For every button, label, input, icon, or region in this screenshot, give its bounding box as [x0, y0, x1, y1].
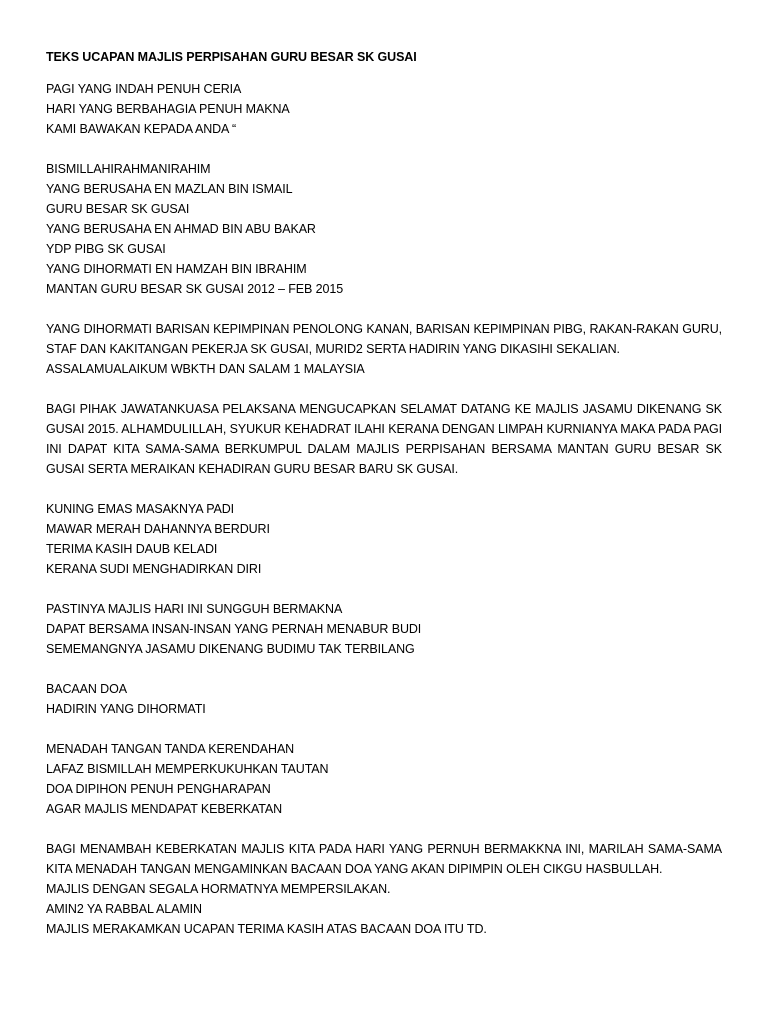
- salutations: [46, 159, 722, 299]
- salutation-line: GURU BESAR SK GUSAI: [46, 202, 190, 216]
- welcome-section: [46, 399, 722, 479]
- salutation-line: MANTAN GURU BESAR SK GUSAI 2012 – FEB 2015: [46, 282, 344, 296]
- document-page: [46, 47, 722, 959]
- verse-line: AGAR MAJLIS MENDAPAT KEBERKATAN: [46, 802, 283, 816]
- section-line: HADIRIN YANG DIHORMATI: [46, 702, 206, 716]
- salutation-line: BISMILLAHIRAHMANIRAHIM: [46, 162, 211, 176]
- verse-line: MAWAR MERAH DAHANNYA BERDURI: [46, 522, 270, 536]
- verse-line: LAFAZ BISMILLAH MEMPERKUKUHKAN TAUTAN: [46, 762, 329, 776]
- closing-line: MAJLIS DENGAN SEGALA HORMATNYA MEMPERSILAKAN.: [46, 882, 391, 896]
- section-doa: [46, 679, 722, 719]
- verse-pantun-3: [46, 739, 722, 819]
- salutation-line: YANG BERUSAHA EN MAZLAN BIN ISMAIL: [46, 182, 293, 196]
- doa-section: [46, 839, 722, 939]
- greeting-line: ASSALAMUALAIKUM WBKTH DAN SALAM 1 MALAYSIA: [46, 362, 365, 376]
- verse-line: DAPAT BERSAMA INSAN-INSAN YANG PERNAH MENABUR BUDI: [46, 622, 422, 636]
- verse-line: HARI YANG BERBAHAGIA PENUH MAKNA: [46, 102, 290, 116]
- verse-pantun-2: [46, 599, 722, 659]
- doa-paragraph: BAGI MENAMBAH KEBERKATAN MAJLIS KITA PADA HARI YANG PERNUH BERMAKKNA INI, MARILAH SAMA-SAMA KITA MENADAH TANGAN MENGAMINKAN BACAAN DOA YANG AKAN DIPIMPIN OLEH CIKGU HASBULLAH.: [46, 842, 722, 876]
- verse-line: MENADAH TANGAN TANDA KERENDAHAN: [46, 742, 295, 756]
- welcome-paragraph: BAGI PIHAK JAWATANKUASA PELAKSANA MENGUCAPKAN SELAMAT DATANG KE MAJLIS JASAMU DIKENANG SK GUSAI 2015. ALHAMDULILLAH, SYUKUR KEHADRAT ILAHI KERANA DENGAN LIMPAH KURNIANYA MAKA PADA PAGI INI DAPAT KITA SAMA-SAMA BERKUMPUL DALAM MAJLIS PERPISAHAN BERSAMA MANTAN GURU BESAR SK GUSAI SERTA MERAIKAN KEHADIRAN GURU BESAR BARU SK GUSAI.: [46, 402, 722, 476]
- salutation-line: YDP PIBG SK GUSAI: [46, 242, 166, 256]
- greeting-section: [46, 319, 722, 379]
- verse-line: PASTINYA MAJLIS HARI INI SUNGGUH BERMAKNA: [46, 602, 343, 616]
- closing-line: MAJLIS MERAKAMKAN UCAPAN TERIMA KASIH ATAS BACAAN DOA ITU TD.: [46, 922, 487, 936]
- verse-line: KUNING EMAS MASAKNYA PADI: [46, 502, 235, 516]
- verse-line: PAGI YANG INDAH PENUH CERIA: [46, 82, 242, 96]
- verse-pantun-1: [46, 499, 722, 579]
- salutation-line: YANG DIHORMATI EN HAMZAH BIN IBRAHIM: [46, 262, 307, 276]
- greeting-paragraph: YANG DIHORMATI BARISAN KEPIMPINAN PENOLONG KANAN, BARISAN KEPIMPINAN PIBG, RAKAN-RAKAN GURU, STAF DAN KAKITANGAN PEKERJA SK GUSAI, MURID2 SERTA HADIRIN YANG DIKASIHI SEKALIAN.: [46, 322, 722, 356]
- salutation-line: YANG BERUSAHA EN AHMAD BIN ABU BAKAR: [46, 222, 316, 236]
- section-heading: BACAAN DOA: [46, 682, 127, 696]
- document-title: TEKS UCAPAN MAJLIS PERPISAHAN GURU BESAR SK GUSAI: [46, 50, 417, 64]
- verse-line: KERANA SUDI MENGHADIRKAN DIRI: [46, 562, 262, 576]
- verse-line: SEMEMANGNYA JASAMU DIKENANG BUDIMU TAK TERBILANG: [46, 642, 415, 656]
- verse-opening: [46, 79, 722, 139]
- verse-line: TERIMA KASIH DAUB KELADI: [46, 542, 218, 556]
- closing-line: AMIN2 YA RABBAL ALAMIN: [46, 902, 202, 916]
- verse-line: DOA DIPIHON PENUH PENGHARAPAN: [46, 782, 271, 796]
- verse-line: KAMI BAWAKAN KEPADA ANDA “: [46, 122, 237, 136]
